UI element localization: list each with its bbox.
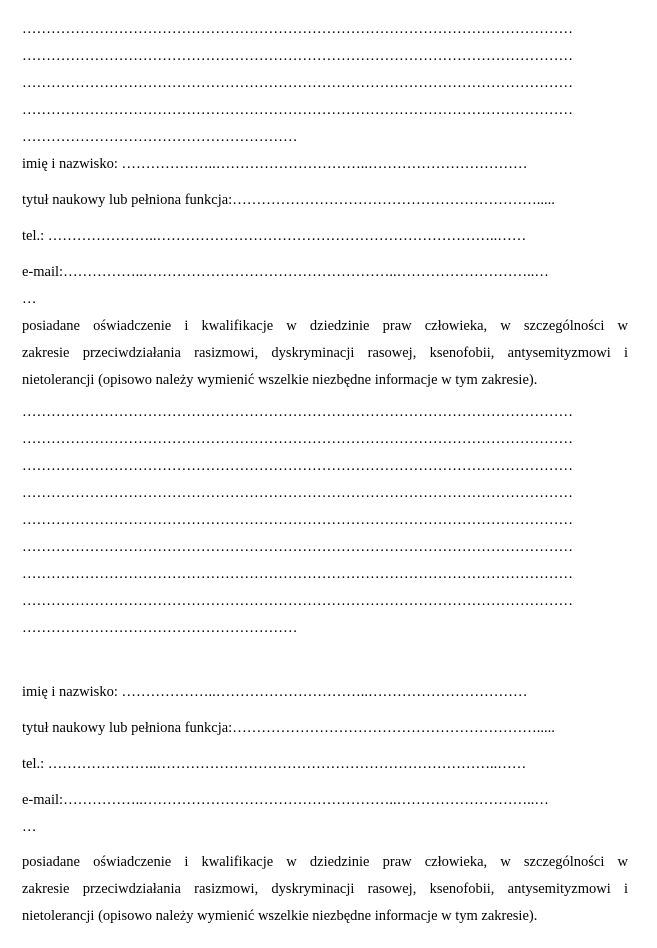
dotted-line: …………………………………………………………………………………………………… [22,539,573,555]
dotted-line: …………………………………………………………………………………………………… [22,566,573,582]
email-field-line: e-mail:……………..……………………………………………..………………………..… [22,792,549,808]
tel-field-line: tel.: …………………..……………………………………………………………..…… [22,228,527,244]
dotted-line: …………………………………………………………………………………………………… [22,21,573,37]
email-field-line: e-mail:……………..……………………………………………..………………………..… [22,264,549,280]
name-field-line: imię i nazwisko: ………………..…………………………..…………………………… [22,156,528,172]
qualifications-text: posiadane oświadczenie i kwalifikacje w dziedzinie praw człowieka, w szczególności w [22,318,628,334]
dotted-line: …………………………………………………………………………………………………… [22,431,573,447]
dotted-line: …………………………………………………………………………………………………… [22,75,573,91]
dotted-line: …………………………………………………………………………………………………… [22,102,573,118]
tel-field-line: tel.: …………………..……………………………………………………………..…… [22,756,527,772]
title-field-line: tytuł naukowy lub pełniona funkcja:………………………………………………………..... [22,192,555,208]
title-field-line: tytuł naukowy lub pełniona funkcja:………………………………………………………..... [22,720,555,736]
dotted-line: …………………………………………………………………………………………………… [22,512,573,528]
dotted-line: ………………………………………………… [22,129,298,145]
qualifications-text: zakresie przeciwdziałania rasizmowi, dyskryminacji rasowej, ksenofobii, antysemityzmowi i [22,881,628,897]
name-field-line: imię i nazwisko: ………………..…………………………..…………………………… [22,684,528,700]
dotted-line: …………………………………………………………………………………………………… [22,458,573,474]
qualifications-text: nietolerancji (opisowo należy wymienić wszelkie niezbędne informacje w tym zakresie). [22,372,538,388]
dotted-line: …………………………………………………………………………………………………… [22,48,573,64]
dotted-line: …………………………………………………………………………………………………… [22,485,573,501]
dotted-line: ………………………………………………… [22,620,298,636]
dotted-line: …………………………………………………………………………………………………… [22,593,573,609]
qualifications-text: zakresie przeciwdziałania rasizmowi, dyskryminacji rasowej, ksenofobii, antysemityzmowi i [22,345,628,361]
email-field-continuation: … [22,291,37,307]
qualifications-text: nietolerancji (opisowo należy wymienić wszelkie niezbędne informacje w tym zakresie). [22,908,538,924]
qualifications-text: posiadane oświadczenie i kwalifikacje w dziedzinie praw człowieka, w szczególności w [22,854,628,870]
email-field-continuation: … [22,819,37,835]
dotted-line: …………………………………………………………………………………………………… [22,404,573,420]
